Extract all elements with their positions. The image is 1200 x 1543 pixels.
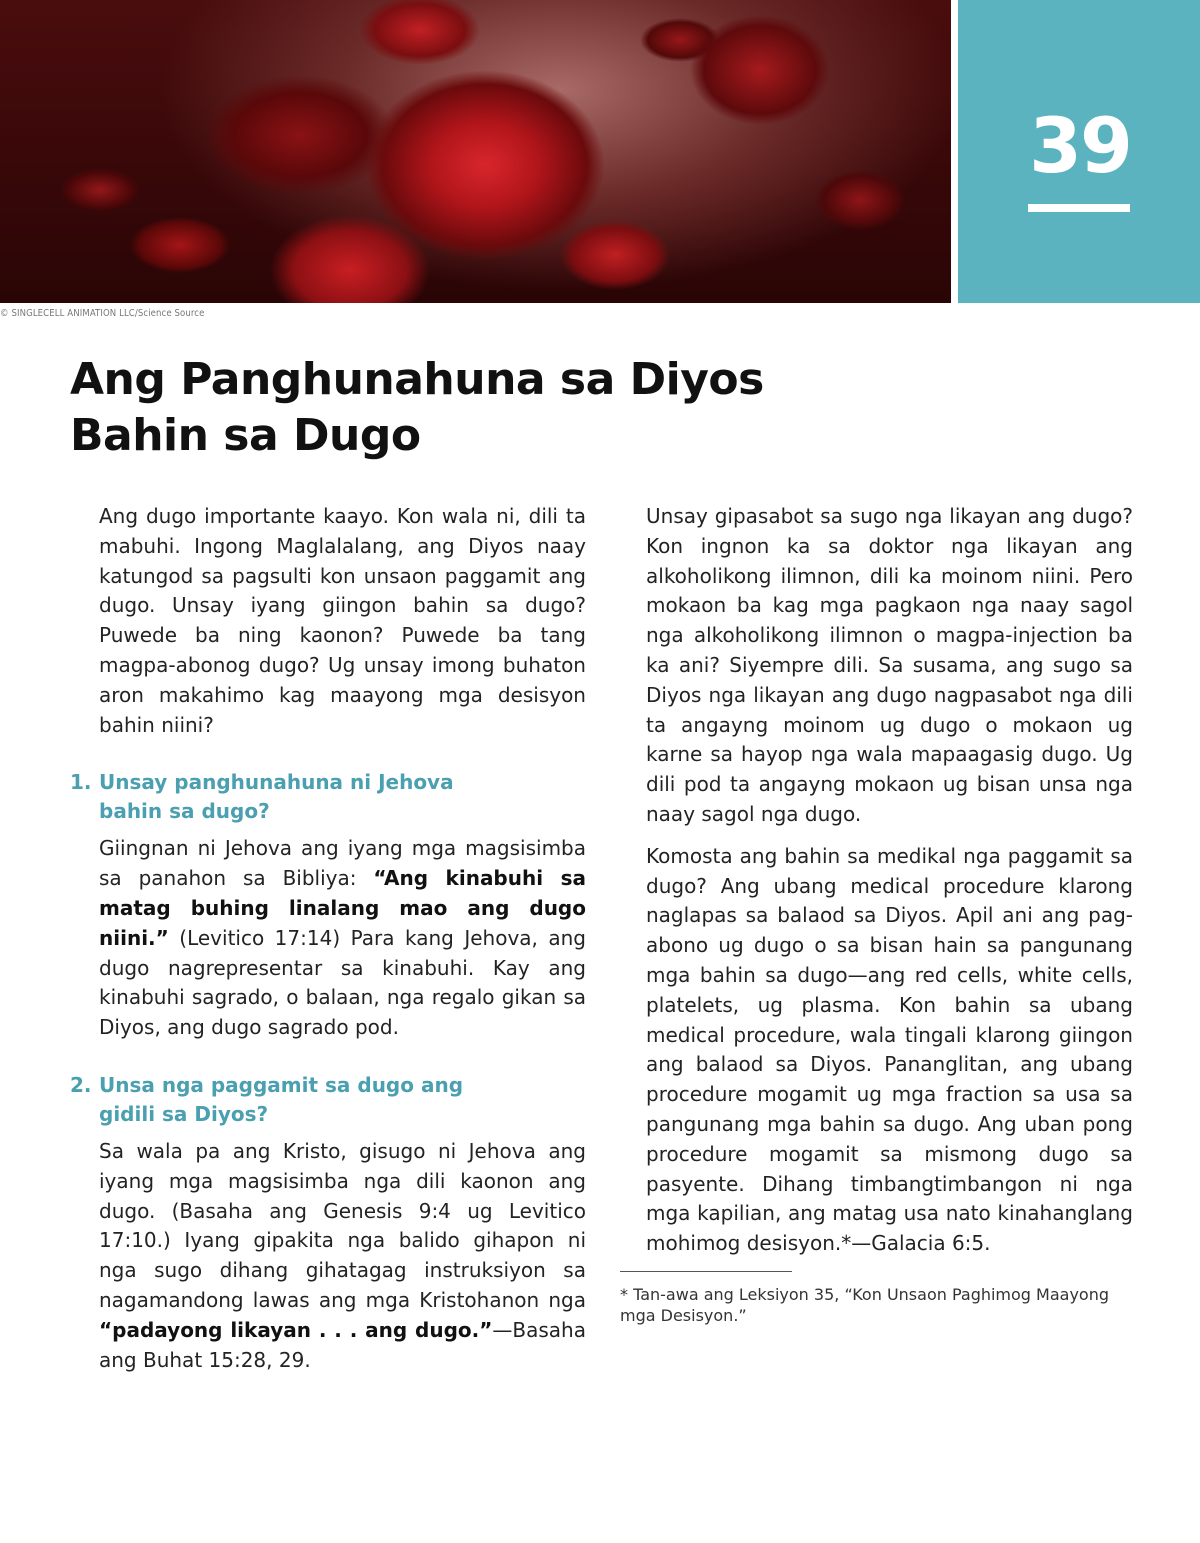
q2-scripture-quote: “padayong likayan . . . ang dugo.” bbox=[99, 1317, 493, 1342]
footnote-divider bbox=[620, 1271, 792, 1272]
left-column bbox=[70, 502, 586, 1387]
intro-paragraph: Ang dugo importante kaayo. Kon wala ni, dili ta mabuhi. Ingong Maglalalang, ang Diyos naay katungod sa pagsulti kon unsaon paggamit ang dugo. Unsay iyang giingon bahin sa dugo? Puwede ba ning kaonon? Puwede ba tang magpa-abonog dugo? Ug unsay imong buhaton aron makahimo kag maayong mga desisyon bahin niini? bbox=[99, 504, 586, 737]
right-column bbox=[620, 502, 1133, 1326]
page-title bbox=[70, 352, 764, 464]
hero-image-blood-cells bbox=[0, 0, 951, 303]
q1-text-a: Giingnan ni Jehova ang iyang mga magsisimba sa panahon sa Bibliya: bbox=[99, 836, 586, 891]
question-1-answer bbox=[99, 834, 586, 1043]
q1-text-b: (Levitico 17:14) Para kang Jehova, ang dugo nagrepresentar sa kinabuhi. Kay ang kinabuhi sagrado, o balaan, nga regalo gikan sa Diyos, ang dugo sagrado pod. bbox=[99, 925, 586, 1040]
footnote: * Tan-awa ang Leksiyon 35, “Kon Unsaon Paghimog Maayong mga Desisyon.” bbox=[620, 1284, 1110, 1325]
lesson-number: 39 bbox=[1029, 101, 1131, 190]
photo-credit: © SINGLECELL ANIMATION LLC/Science Source bbox=[0, 308, 205, 319]
question-2-answer bbox=[99, 1137, 586, 1375]
page-title-line-2: Bahin sa Dugo bbox=[70, 410, 421, 461]
question-2-heading bbox=[70, 1071, 586, 1129]
right-paragraph-2: Komosta ang bahin sa medikal nga paggamit sa dugo? Ang ubang medical procedure klarong naglapas sa balaod sa Diyos. Apil ani ang pag-abono ug dugo o sa bisan hain sa pangunang mga bahin sa dugo—ang red cells, white cells, platelets, ug plasma. Kon bahin sa ubang medical procedure, wala tingali klarong giingon ang balaod sa Diyos. Pananglitan, ang ubang procedure mogamit ug mga fraction sa usa sa pangunang mga bahin sa dugo. Ang uban pong procedure mogamit sa mismong dugo sa pasyente. Dihang timbangtimbangon ni nga mga kapilian, ang matag usa nato kinahanglang mohimog desisyon.*—Galacia 6:5. bbox=[646, 843, 1133, 1256]
lesson-number-underline bbox=[1028, 204, 1130, 212]
question-1-heading bbox=[70, 768, 586, 826]
right-paragraph-1: Unsay gipasabot sa sugo nga likayan ang dugo? Kon ingnon ka sa doktor nga likayan ang alkoholikong ilimnon, dili ka moinom niini. Pero mokaon ba kag mga pagkaon nga naay sagol nga alkoholikong ilimnon o magpa-injection ba ka ani? Siyempre dili. Sa susama, ang sugo sa Diyos nga likayan ang dugo nagpasabot nga dili ta angayng moinom ug dugo o mokaon ug karne sa hayop nga wala mapaagasig dugo. Ug dili pod ta angayng mokaon ug bisan unsa nga naay sagol nga dugo. bbox=[646, 504, 1133, 826]
question-2-number: 2. bbox=[70, 1072, 92, 1097]
q1-scripture-quote: “Ang kinabuhi sa matag buhing linalang mao ang dugo niini.” bbox=[99, 866, 587, 950]
q2-text-a: Sa wala pa ang Kristo, gisugo ni Jehova ang iyang mga magsisimba nga dili kaonon ang dugo. (Basaha ang Genesis 9:4 ug Levitico 17:10.) Iyang gipakita nga balido gihapon ni nga sugo dihang gihatagag instruksiyon sa nagamandong lawas ang mga Kristohanon nga bbox=[99, 1138, 586, 1312]
question-1-number: 1. bbox=[70, 770, 92, 795]
page-title-line-1: Ang Panghunahuna sa Diyos bbox=[70, 354, 764, 405]
q2-text-b: —Basaha ang Buhat 15:28, 29. bbox=[99, 1317, 586, 1372]
question-2-text: Unsa nga paggamit sa dugo ang gidili sa Diyos? bbox=[99, 1072, 464, 1126]
question-1-text: Unsay panghunahuna ni Jehova bahin sa dugo? bbox=[99, 770, 454, 824]
